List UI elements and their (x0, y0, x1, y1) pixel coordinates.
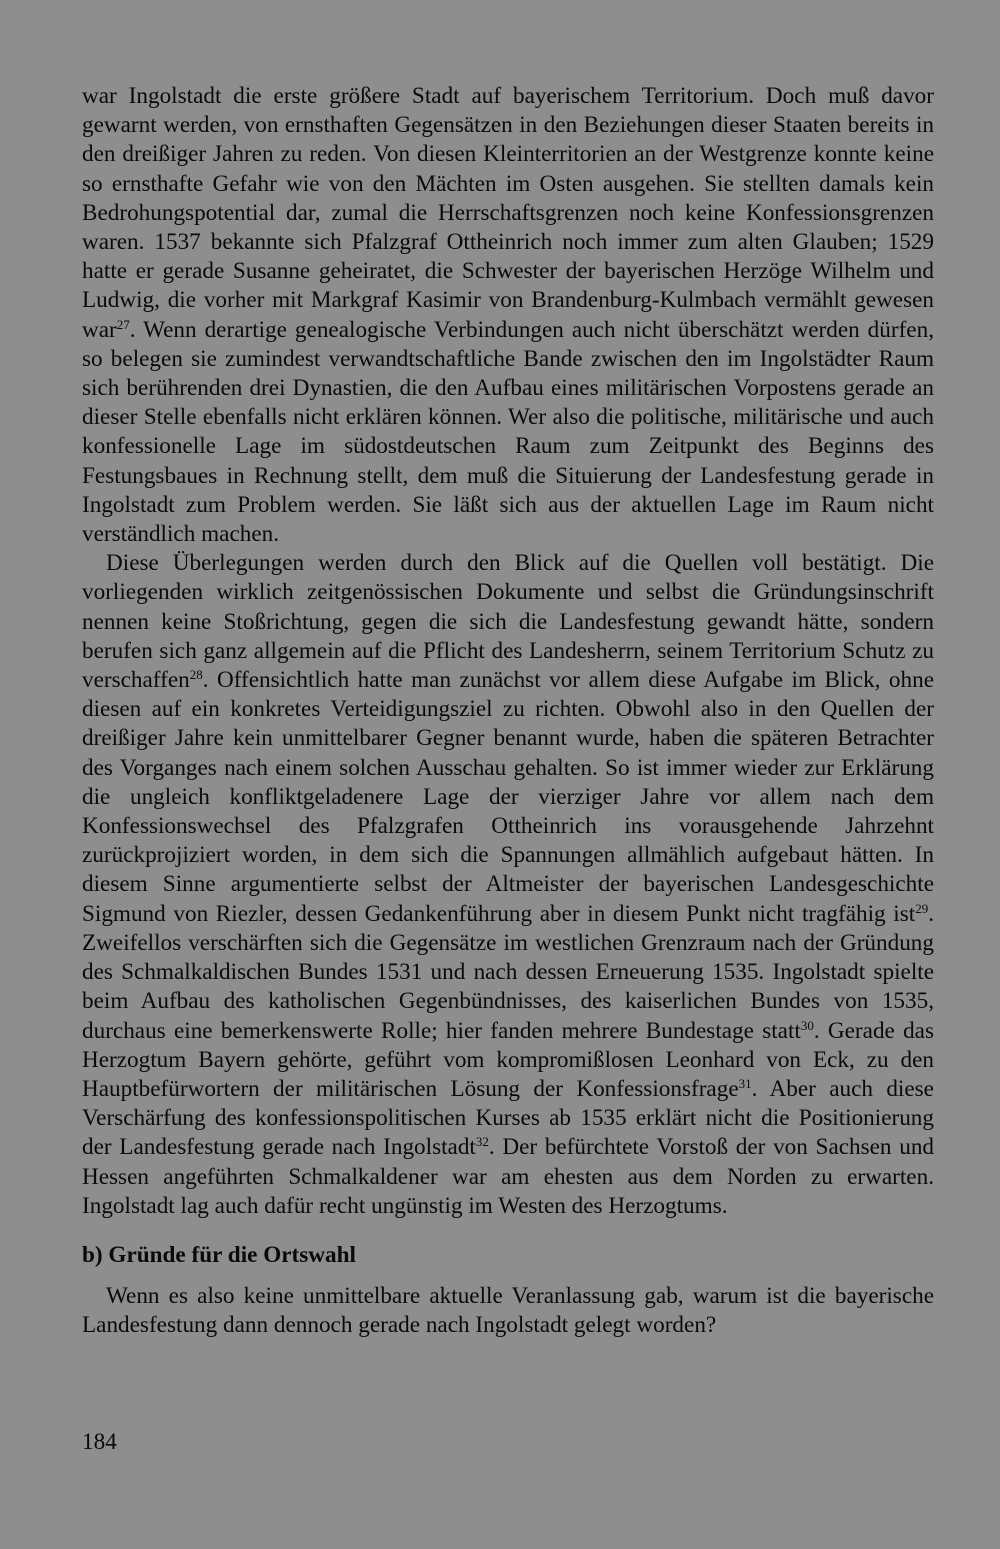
footnote-marker: 28 (189, 667, 203, 683)
body-paragraph (82, 82, 934, 549)
paragraph-text: . Gerade das Herzogtum Bayern gehörte, geführt vom kompromißlosen Leonhard von Eck, zu den Hauptbefürwortern der militärischen Lösung der Konfessionsfrage (82, 1017, 934, 1102)
footnote-marker: 30 (800, 1017, 814, 1033)
footnote-marker: 29 (915, 900, 929, 916)
body-paragraph (82, 549, 934, 1221)
paragraph-text: . Der befürchtete Vorstoß der von Sachsen und Hessen angeführten Schmalkaldener war am ehesten aus dem Norden zu erwarten. Ingolstadt lag auch dafür recht ungünstig im Westen des Herzogtums. (82, 1134, 935, 1219)
page-number: 184 (82, 1429, 117, 1455)
footnote-marker: 32 (475, 1134, 489, 1150)
page-body (82, 82, 934, 1341)
paragraph-text: . Offensichtlich hatte man zunächst vor allem diese Aufgabe im Blick, ohne diesen auf ein konkretes Verteidigungsziel zu richten. Obwohl also in den Quellen der dreißiger Jahre kein unmittelbarer Gegner benannt wurde, haben die späteren Betrachter des Vorganges nach einem solchen Ausschau gehalten. So ist immer wieder zur Erklärung die ungleich konfliktgeladenere Lage der vierziger Jahre vor allem nach dem Konfessionswechsel des Pfalzgrafen Ottheinrich ins vorausgehende Jahrzehnt zurückprojiziert worden, in dem sich die Spannungen allmählich aufgebaut hätten. In diesem Sinne argumentierte selbst der Altmeister der bayerischen Landesgeschichte Sigmund von Riezler, dessen Gedankenführung aber in diesem Punkt nicht tragfähig ist (82, 667, 934, 927)
paragraph-text: war Ingolstadt die erste größere Stadt auf bayerischem Territorium. Doch muß davor gewarnt werden, von ernsthaften Gegensätzen in den Beziehungen dieser Staaten bereits in den dreißiger Jahren zu reden. Von diesen Kleinterritorien an der Westgrenze konnte keine so ernsthafte Gefahr wie von den Mächten im Osten ausgehen. Sie stellten damals kein Bedrohungspotential dar, zumal die Herrschaftsgrenzen noch keine Konfessionsgrenzen waren. 1537 bekannte sich Pfalzgraf Ottheinrich noch immer zum alten Glauben; 1529 hatte er gerade Susanne geheiratet, die Schwester der bayerischen Herzöge Wilhelm und Ludwig, die vorher mit Markgraf Kasimir von Brandenburg-Kulmbach vermählt gewesen war (82, 83, 934, 343)
paragraph-text: . Aber auch diese Verschärfung des konfessionspolitischen Kurses ab 1535 erklärt nicht die Positionierung der Landesfestung gerade nach Ingolstadt (82, 1075, 934, 1161)
footnote-marker: 31 (738, 1076, 752, 1092)
final-paragraph: Wenn es also keine unmittelbare aktuelle Veranlassung gab, warum ist die bayerische Landesfestung dann dennoch gerade nach Ingolstadt gelegt worden? (82, 1283, 934, 1339)
footnote-marker: 27 (116, 316, 130, 332)
paragraph-text: Diese Überlegungen werden durch den Blick auf die Quellen voll bestätigt. Die vorliegenden wirklich zeitgenössischen Dokumente und selbst die Gründungsinschrift nennen keine Stoßrichtung, gegen die sich die Landesfestung gewandt hätte, sondern berufen sich ganz allgemein auf die Pflicht des Landesherrn, seinem Territorium Schutz zu verschaffen (82, 550, 934, 694)
paragraph-text: . Zweifellos verschärften sich die Gegensätze im westlichen Grenzraum nach der Gründung des Schmalkaldischen Bundes 1531 und nach dessen Erneuerung 1535. Ingolstadt spielte beim Aufbau des katholischen Gegenbündnisses, des kaiserlichen Bundes von 1535, durchaus eine bemerkenswerte Rolle; hier fanden mehrere Bundestage statt (82, 900, 934, 1044)
section-heading: b) Gründe für die Ortswahl (82, 1241, 356, 1268)
body-text (82, 82, 934, 1221)
paragraph-text: . Wenn derartige genealogische Verbindungen auch nicht überschätzt werden dürfen, so belegen sie zumindest verwandtschaftliche Bande zwischen den im Ingolstädter Raum sich berührenden drei Dynastien, die den Aufbau eines militärischen Vorpostens gerade an dieser Stelle ebenfalls nicht erklären können. Wer also die politische, militärische und auch konfessionelle Lage im südostdeutschen Raum zum Zeitpunkt des Beginns des Festungsbaues in Rechnung stellt, dem muß die Situierung der Landesfestung gerade in Ingolstadt zum Problem werden. Sie läßt sich aus der aktuellen Lage im Raum nicht verständlich machen. (82, 316, 934, 548)
